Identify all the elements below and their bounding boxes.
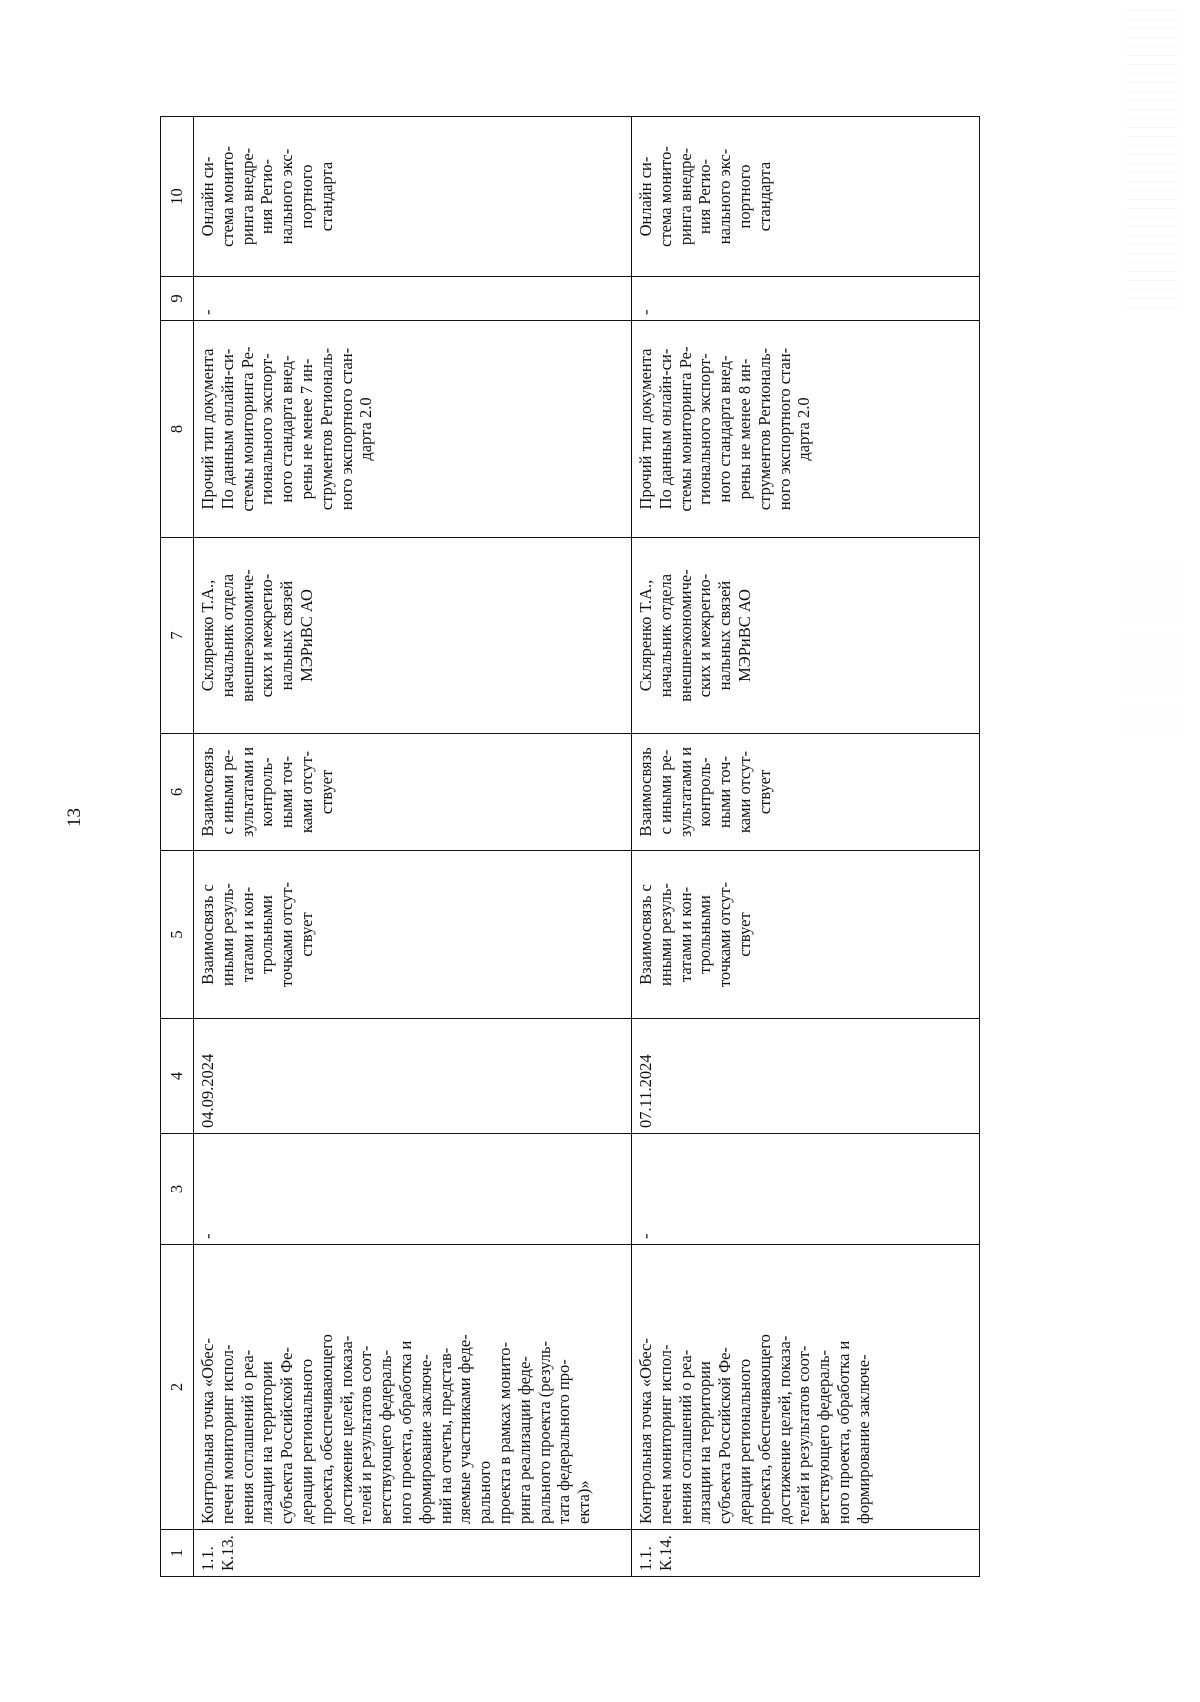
cell-col-3: -: [194, 1134, 632, 1245]
header-col-1: 1: [161, 1530, 194, 1577]
cell-control-point: Контрольная точка «Обес- печен мониторинг испол- нения соглашений о реа- лизации на территории субъекта Российской Фе- дерации регионального проекта, обеспечивающего достижение целей, показа- телей и результатов соот- ветствующего федераль- ного проекта, обработка и формирование заключе- ний на отчеты, представ- ляемые участниками феде- рального проекта в рамках монито- ринга реализации феде- рального проекта (резуль- тата федерального про- екта)»: [194, 1245, 632, 1530]
table-row: [194, 117, 632, 1577]
cell-col-3: -: [632, 1134, 980, 1245]
cell-document: Прочий тип документа По данным онлайн-си- стемы мониторинга Ре- гионального экспорт- ного стандарта внед- рены не менее 8 ин- струментов Региональ- ного экспортного стан- дарта 2.0: [632, 321, 980, 538]
cell-col-5: Взаимосвязь с иными резуль- татами и кон- трольными точками отсут- ствует: [194, 851, 632, 1019]
cell-number: 1.1. К.13.: [194, 1530, 632, 1577]
cell-col-6: Взаимосвязь с иными ре- зультатами и контроль- ными точ- ками отсут- ствует: [194, 734, 632, 851]
scan-noise-top: [1122, 10, 1182, 310]
cell-col-9: -: [194, 277, 632, 321]
page-number: 13: [64, 808, 85, 827]
header-col-6: 6: [161, 734, 194, 851]
header-col-8: 8: [161, 321, 194, 538]
plan-table: [160, 116, 980, 1577]
header-row: [161, 117, 194, 1577]
header-col-4: 4: [161, 1019, 194, 1134]
scan-noise-middle: [1122, 560, 1182, 740]
cell-system: Онлайн си- стема монито- ринга внедре- ния Регио- нального экс- портного стандарта: [632, 117, 980, 277]
header-col-9: 9: [161, 277, 194, 321]
cell-document: Прочий тип документа По данным онлайн-си- стемы мониторинга Ре- гионального экспорт- ного стандарта внед- рены не менее 7 ин- струментов Региональ- ного экспортного стан- дарта 2.0: [194, 321, 632, 538]
cell-control-point: Контрольная точка «Обес- печен мониторинг испол- нения соглашений о реа- лизации на территории субъекта Российской Фе- дерации регионального проекта, обеспечивающего достижение целей, показа- телей и результатов соот- ветствующего федераль- ного проекта, обработка и формирование заключе-: [632, 1245, 980, 1530]
cell-number: 1.1. К.14.: [632, 1530, 980, 1577]
cell-date: 04.09.2024: [194, 1019, 632, 1134]
header-col-10: 10: [161, 117, 194, 277]
cell-date: 07.11.2024: [632, 1019, 980, 1134]
cell-responsible: Скляренко Т.А., начальник отдела внешнеэкономиче- ских и межрегио- нальных связей МЭРиВС АО: [632, 538, 980, 734]
table-row: [632, 117, 980, 1577]
header-col-5: 5: [161, 851, 194, 1019]
cell-responsible: Скляренко Т.А., начальник отдела внешнеэкономиче- ских и межрегио- нальных связей МЭРиВС АО: [194, 538, 632, 734]
cell-col-6: Взаимосвязь с иными ре- зультатами и контроль- ными точ- ками отсут- ствует: [632, 734, 980, 851]
rotated-table-container: [160, 117, 980, 1577]
header-col-2: 2: [161, 1245, 194, 1530]
cell-col-5: Взаимосвязь с иными резуль- татами и кон- трольными точками отсут- ствует: [632, 851, 980, 1019]
header-col-7: 7: [161, 538, 194, 734]
header-col-3: 3: [161, 1134, 194, 1245]
cell-col-9: -: [632, 277, 980, 321]
cell-system: Онлайн си- стема монито- ринга внедре- ния Регио- нального экс- портного стандарта: [194, 117, 632, 277]
